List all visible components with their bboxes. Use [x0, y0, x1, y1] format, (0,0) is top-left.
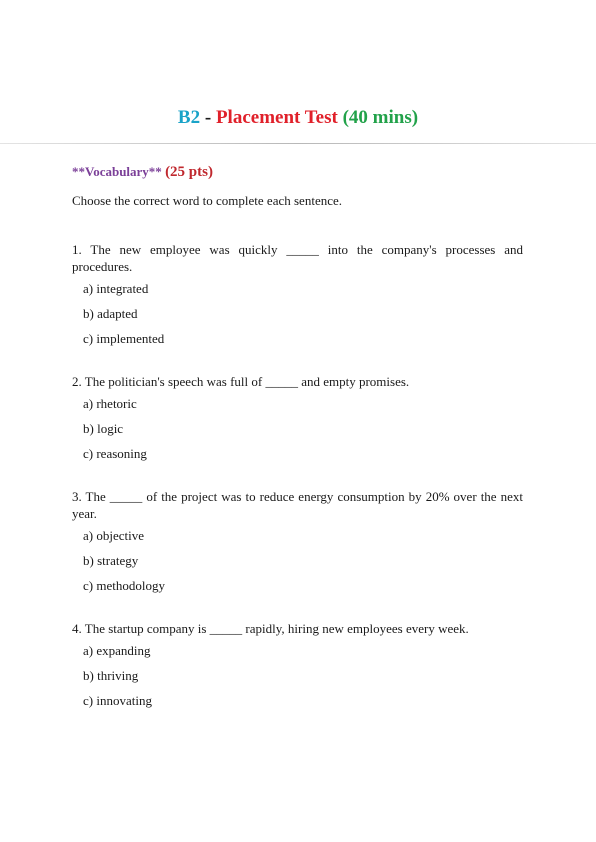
question-stem: 1. The new employee was quickly _____ into the company's processes and procedures. [72, 242, 523, 274]
answer-option[interactable]: c) reasoning [83, 446, 147, 461]
section-name: **Vocabulary** [72, 164, 162, 179]
answer-options [72, 280, 523, 347]
question-stem: 4. The startup company is _____ rapidly, hiring new employees every week. [72, 621, 469, 636]
answer-option[interactable]: c) implemented [83, 331, 165, 346]
answer-option[interactable]: a) integrated [83, 281, 149, 296]
title-duration: (40 mins) [342, 107, 419, 128]
answer-options [72, 395, 523, 462]
question-stem: 3. The _____ of the project was to reduce energy consumption by 20% over the next year. [72, 489, 523, 521]
question-stem: 2. The politician's speech was full of _____ and empty promises. [72, 374, 410, 389]
answer-option[interactable]: c) methodology [83, 578, 165, 593]
question-2 [72, 373, 523, 462]
answer-option[interactable]: b) adapted [83, 306, 138, 321]
title-separator: - [204, 107, 212, 128]
answer-option[interactable]: b) logic [83, 421, 124, 436]
page-title [0, 106, 596, 130]
answer-option[interactable]: a) expanding [83, 643, 151, 658]
title-level: B2 [177, 107, 201, 128]
answer-option[interactable]: a) objective [83, 528, 144, 543]
section-points: (25 pts) [165, 164, 213, 180]
answer-option[interactable]: c) innovating [83, 693, 152, 708]
answer-option[interactable]: b) strategy [83, 553, 139, 568]
answer-options [72, 527, 523, 594]
question-1 [72, 241, 523, 347]
title-text: Placement Test [215, 107, 338, 128]
question-4 [72, 620, 523, 709]
header-divider [0, 143, 596, 144]
question-3 [72, 488, 523, 594]
section-heading [72, 162, 523, 182]
answer-option[interactable]: a) rhetoric [83, 396, 137, 411]
test-content [72, 162, 523, 717]
answer-option[interactable]: b) thriving [83, 668, 139, 683]
section-instruction: Choose the correct word to complete each sentence. [72, 193, 342, 208]
answer-options [72, 642, 523, 709]
